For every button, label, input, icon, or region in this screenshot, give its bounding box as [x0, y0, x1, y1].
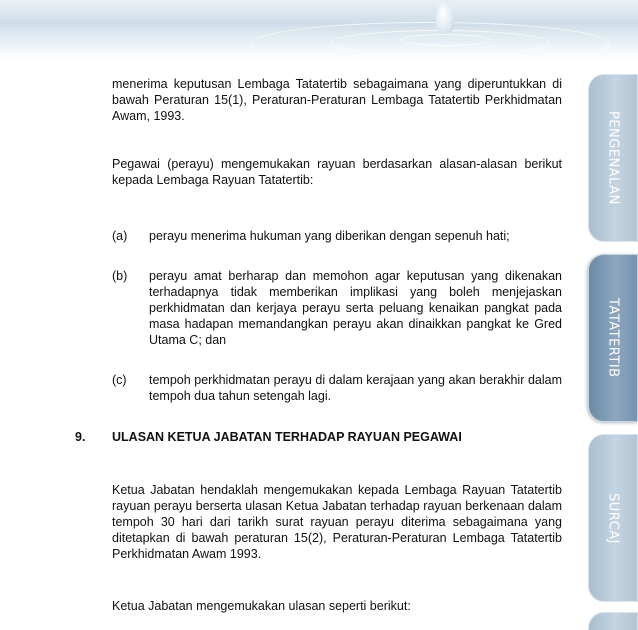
tab-label-tatatertib: TATATERTIB: [605, 298, 621, 378]
section-heading: ULASAN KETUA JABATAN TERHADAP RAYUAN PEGAWAI: [112, 430, 462, 444]
list-item-text-b: perayu amat berharap dan memohon agar keputusan yang dikenakan terhadapnya tidak memberikan implikasi yang boleh menjejaskan perkhidmatan dan kerjaya perayu serta peluang kenaikan pangkat pada masa hadapan memandangkan perayu akan dinaikkan pangkat ke Gred Utama C; dan: [149, 269, 562, 347]
list-item-label-b: (b): [112, 269, 128, 283]
paragraph-review-intro: Ketua Jabatan mengemukakan ulasan seperti berikut:: [112, 599, 411, 613]
paragraph-grounds-intro: Pegawai (perayu) mengemukakan rayuan berdasarkan alasan-alasan berikut kepada Lembaga Rayuan Tatatertib:: [112, 157, 562, 187]
list-item-label-a: (a): [112, 229, 128, 243]
tab-pengenalan[interactable]: [588, 74, 638, 242]
tab-next-partial[interactable]: [588, 612, 638, 630]
list-item-label-c: (c): [112, 373, 127, 387]
tab-label-pengenalan: PENGENALAN: [605, 111, 621, 205]
tab-tatatertib[interactable]: [588, 254, 638, 422]
section-number: 9.: [75, 430, 86, 444]
paragraph-head-of-department: Ketua Jabatan hendaklah mengemukakan kepada Lembaga Rayuan Tatatertib rayuan perayu berserta ulasan Ketua Jabatan terhadap rayuan berkenaan dalam tempoh 30 hari dari tarikh surat rayuan perayu diterima sebagaimana yang ditetapkan di bawah peraturan 15(2), Peraturan-Peraturan Lembaga Tatatertib Perkhidmatan Awam 1993.: [112, 483, 562, 561]
tab-surcaj[interactable]: [588, 434, 638, 602]
paragraph-decision: menerima keputusan Lembaga Tatatertib sebagaimana yang diperuntukkan di bawah Peraturan 15(1), Peraturan-Peraturan Lembaga Tatatertib Perkhidmatan Awam, 1993.: [112, 77, 562, 123]
list-item-text-a: perayu menerima hukuman yang diberikan dengan sepenuh hati;: [149, 229, 510, 243]
tab-label-surcaj: SURCAJ: [605, 492, 621, 544]
list-item-text-c: tempoh perkhidmatan perayu di dalam kerajaan yang akan berakhir dalam tempoh dua tahun setengah lagi.: [149, 373, 562, 403]
